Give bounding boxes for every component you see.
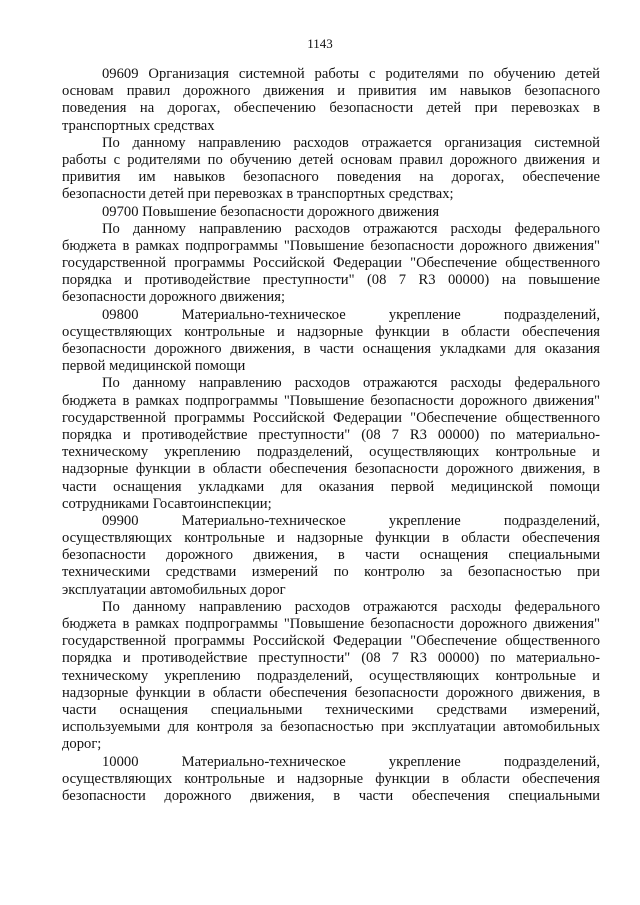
text-line: По данному направлению расходов отражаются расходы федерального: [102, 220, 600, 237]
text-line: государственной программы Российской Федерации "Обеспечение общественного: [62, 409, 600, 426]
text-line: порядка и противодействие преступности" (08 7 R3 00000) на повышение: [62, 272, 600, 289]
text-line: части оснащения укладками для оказания первой медицинской помощи: [62, 478, 600, 495]
text-line: безопасности дорожного движения;: [62, 289, 286, 306]
text-line: сотрудниками Госавтоинспекции;: [62, 495, 272, 512]
text-line: работы с родителями по обучению детей основам правил дорожного движения и: [62, 151, 600, 168]
text-line: По данному направлению расходов отражается организация системной: [102, 134, 600, 151]
text-line: надзорные функции в области обеспечения безопасности дорожного движения, в: [62, 461, 600, 478]
text-line: первой медицинской помощи: [62, 358, 246, 375]
text-line: бюджета в рамках подпрограммы "Повышение безопасности дорожного движения": [62, 616, 600, 632]
text-line: 10000 Материально-техническое укрепление подразделений,: [102, 753, 600, 770]
text-line: бюджета в рамках подпрограммы "Повышение безопасности дорожного движения": [62, 237, 600, 254]
text-line: 09609 Организация системной работы с родителями по обучению детей: [102, 66, 600, 82]
text-line: привития им навыков безопасного поведения на дорогах, обеспечение: [62, 169, 600, 186]
text-line: По данному направлению расходов отражаются расходы федерального: [102, 598, 600, 615]
document-body: [62, 66, 600, 805]
text-line: безопасности дорожного движения, в части обеспечения специальными: [62, 787, 600, 804]
text-line: основам правил дорожного движения и привития им навыков безопасного: [62, 83, 600, 100]
text-line: техническому укреплению подразделений, осуществляющих контрольные и: [62, 444, 600, 461]
text-line: порядка и противодействие преступности" (08 7 R3 00000) по материально-: [62, 426, 600, 443]
text-line: транспортных средствах: [62, 117, 215, 134]
text-line: бюджета в рамках подпрограммы "Повышение безопасности дорожного движения": [62, 392, 600, 409]
text-line: техническому укреплению подразделений, осуществляющих контрольные и: [62, 667, 600, 684]
text-line: государственной программы Российской Федерации "Обеспечение общественного: [62, 633, 600, 650]
text-line: осуществляющих контрольные и надзорные функции в области обеспечения: [62, 770, 600, 787]
text-line: осуществляющих контрольные и надзорные функции в области обеспечения: [62, 530, 600, 547]
page-number: 1143: [307, 36, 333, 51]
text-line: части оснащения специальными техническими средствами измерений,: [62, 701, 600, 718]
text-line: государственной программы Российской Федерации "Обеспечение общественного: [62, 255, 600, 272]
text-line: 09800 Материально-техническое укрепление подразделений,: [102, 306, 600, 323]
text-line: безопасности дорожного движения, в части оснащения укладками для оказания: [62, 341, 600, 357]
text-line: безопасности дорожного движения, в части оснащения специальными: [62, 547, 600, 564]
text-line: дорог;: [62, 736, 102, 753]
text-line: используемыми для контроля за безопасностью при эксплуатации автомобильных: [62, 719, 600, 736]
text-line: надзорные функции в области обеспечения безопасности дорожного движения, в: [62, 684, 600, 701]
text-line: эксплуатации автомобильных дорог: [62, 581, 286, 598]
text-line: поведения на дорогах, обеспечению безопасности детей при перевозках в: [62, 100, 600, 117]
text-line: безопасности детей при перевозках в транспортных средствах;: [62, 186, 454, 203]
text-line: 09700 Повышение безопасности дорожного движения: [102, 203, 440, 220]
text-line: осуществляющих контрольные и надзорные функции в области обеспечения: [62, 323, 600, 340]
text-line: техническими средствами измерений по контролю за безопасностью при: [62, 564, 600, 581]
text-line: 09900 Материально-техническое укрепление подразделений,: [102, 512, 600, 529]
text-line: По данному направлению расходов отражаются расходы федерального: [102, 375, 600, 392]
text-line: порядка и противодействие преступности" (08 7 R3 00000) по материально-: [62, 650, 600, 667]
